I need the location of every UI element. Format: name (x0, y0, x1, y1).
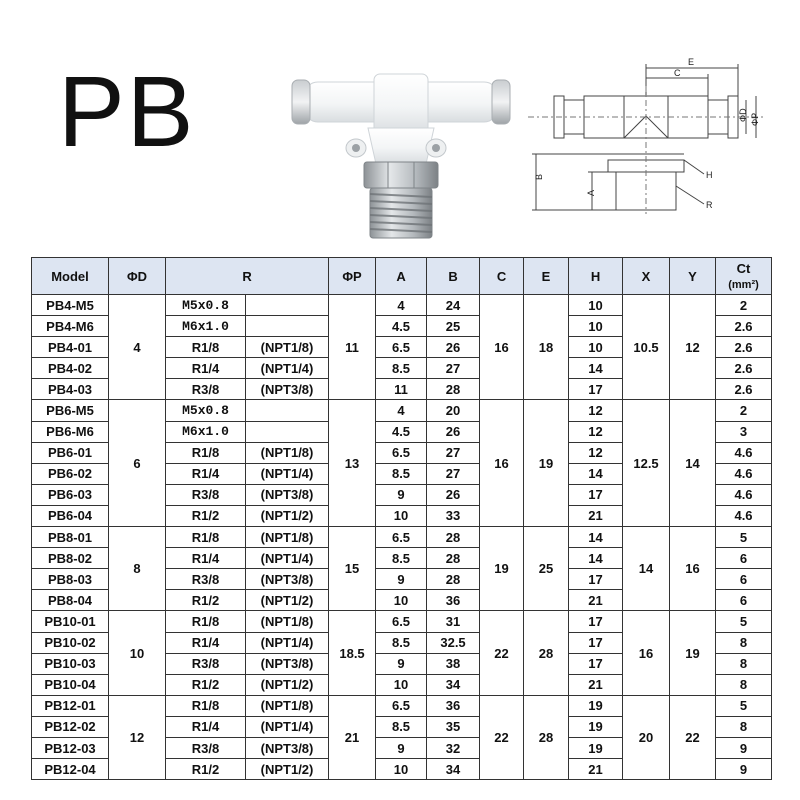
cell-ct: 8 (716, 653, 772, 674)
cell-model: PB10-04 (32, 674, 109, 695)
cell-npt: (NPT1/8) (246, 442, 329, 463)
cell-a: 6.5 (376, 611, 427, 632)
cell-npt: (NPT3/8) (246, 653, 329, 674)
cell-a: 4.5 (376, 316, 427, 337)
cell-r: R1/8 (166, 695, 246, 716)
cell-model: PB8-04 (32, 590, 109, 611)
cell-h: 10 (569, 295, 623, 316)
cell-a: 4 (376, 295, 427, 316)
label-e: E (688, 57, 695, 67)
cell-h: 14 (569, 527, 623, 548)
cell-c: 16 (480, 400, 524, 527)
cell-r: R3/8 (166, 379, 246, 400)
cell-model: PB10-02 (32, 632, 109, 653)
table-row (32, 695, 772, 716)
cell-b: 28 (427, 569, 480, 590)
cell-a: 10 (376, 505, 427, 526)
cell-npt: (NPT3/8) (246, 569, 329, 590)
cell-phi-p: 21 (329, 695, 376, 779)
cell-ct: 5 (716, 611, 772, 632)
cell-ct: 9 (716, 759, 772, 780)
cell-npt: (NPT1/2) (246, 674, 329, 695)
cell-a: 4 (376, 400, 427, 421)
cell-npt: (NPT1/4) (246, 548, 329, 569)
dimension-drawing (528, 56, 764, 216)
cell-npt: (NPT3/8) (246, 484, 329, 505)
cell-npt: (NPT1/8) (246, 611, 329, 632)
cell-b: 26 (427, 484, 480, 505)
label-r: R (706, 200, 713, 210)
cell-r: R1/2 (166, 759, 246, 780)
cell-r: R1/4 (166, 463, 246, 484)
cell-model: PB12-04 (32, 759, 109, 780)
cell-a: 8.5 (376, 548, 427, 569)
cell-model: PB4-03 (32, 379, 109, 400)
cell-npt: (NPT1/8) (246, 337, 329, 358)
cell-ct: 6 (716, 590, 772, 611)
header-phi-d: ΦD (109, 258, 166, 295)
cell-h: 21 (569, 505, 623, 526)
cell-phi-d: 8 (109, 527, 166, 611)
cell-npt: (NPT3/8) (246, 737, 329, 758)
cell-ct: 2.6 (716, 316, 772, 337)
cell-b: 27 (427, 463, 480, 484)
cell-e: 19 (524, 400, 569, 527)
label-phi-p: ΦP (750, 112, 760, 126)
cell-h: 17 (569, 569, 623, 590)
cell-e: 28 (524, 611, 569, 695)
table-header-row (32, 258, 772, 295)
cell-ct: 5 (716, 527, 772, 548)
cell-npt: (NPT1/4) (246, 632, 329, 653)
cell-b: 33 (427, 505, 480, 526)
cell-a: 9 (376, 484, 427, 505)
table-row (32, 295, 772, 316)
cell-x: 16 (623, 611, 670, 695)
cell-npt: (NPT1/2) (246, 590, 329, 611)
cell-a: 10 (376, 674, 427, 695)
cell-r: R1/4 (166, 358, 246, 379)
cell-model: PB10-01 (32, 611, 109, 632)
cell-x: 20 (623, 695, 670, 779)
header-x: X (623, 258, 670, 295)
cell-c: 22 (480, 611, 524, 695)
product-title: PB (58, 56, 196, 168)
cell-h: 14 (569, 463, 623, 484)
cell-model: PB12-02 (32, 716, 109, 737)
cell-model: PB8-03 (32, 569, 109, 590)
label-b: B (534, 173, 544, 180)
cell-ct: 6 (716, 548, 772, 569)
cell-h: 17 (569, 484, 623, 505)
cell-a: 8.5 (376, 632, 427, 653)
cell-model: PB12-01 (32, 695, 109, 716)
cell-r: R1/8 (166, 527, 246, 548)
cell-model: PB6-01 (32, 442, 109, 463)
cell-model: PB4-M6 (32, 316, 109, 337)
cell-npt (246, 421, 329, 442)
cell-h: 19 (569, 737, 623, 758)
header-b: B (427, 258, 480, 295)
cell-model: PB6-02 (32, 463, 109, 484)
cell-b: 38 (427, 653, 480, 674)
cell-phi-p: 18.5 (329, 611, 376, 695)
cell-npt: (NPT1/8) (246, 527, 329, 548)
cell-b: 32 (427, 737, 480, 758)
cell-y: 19 (670, 611, 716, 695)
cell-a: 9 (376, 737, 427, 758)
cell-h: 21 (569, 674, 623, 695)
cell-h: 17 (569, 653, 623, 674)
cell-h: 21 (569, 759, 623, 780)
cell-x: 12.5 (623, 400, 670, 527)
cell-a: 6.5 (376, 337, 427, 358)
cell-r: R1/4 (166, 716, 246, 737)
cell-ct: 9 (716, 737, 772, 758)
cell-a: 8.5 (376, 463, 427, 484)
cell-r: R1/2 (166, 590, 246, 611)
cell-ct: 3 (716, 421, 772, 442)
cell-ct: 2.6 (716, 358, 772, 379)
cell-a: 4.5 (376, 421, 427, 442)
cell-npt: (NPT1/2) (246, 505, 329, 526)
table-row (32, 527, 772, 548)
cell-b: 28 (427, 527, 480, 548)
cell-b: 26 (427, 421, 480, 442)
cell-a: 8.5 (376, 358, 427, 379)
label-c: C (674, 68, 681, 78)
cell-ct: 4.6 (716, 442, 772, 463)
cell-r: R3/8 (166, 737, 246, 758)
cell-r: R3/8 (166, 569, 246, 590)
cell-b: 27 (427, 442, 480, 463)
cell-a: 8.5 (376, 716, 427, 737)
cell-a: 11 (376, 379, 427, 400)
cell-c: 16 (480, 295, 524, 400)
cell-model: PB4-02 (32, 358, 109, 379)
cell-h: 17 (569, 632, 623, 653)
cell-r: M5x0.8 (166, 295, 246, 316)
cell-h: 12 (569, 421, 623, 442)
cell-y: 16 (670, 527, 716, 611)
cell-model: PB8-01 (32, 527, 109, 548)
cell-x: 14 (623, 527, 670, 611)
cell-r: R1/8 (166, 611, 246, 632)
cell-ct: 4.6 (716, 463, 772, 484)
cell-npt (246, 400, 329, 421)
cell-r: R3/8 (166, 653, 246, 674)
cell-phi-p: 15 (329, 527, 376, 611)
cell-r: M6x1.0 (166, 421, 246, 442)
cell-npt (246, 295, 329, 316)
cell-y: 14 (670, 400, 716, 527)
spec-table-body (32, 295, 772, 780)
cell-ct: 5 (716, 695, 772, 716)
cell-model: PB10-03 (32, 653, 109, 674)
cell-npt: (NPT1/4) (246, 716, 329, 737)
cell-y: 22 (670, 695, 716, 779)
cell-e: 18 (524, 295, 569, 400)
cell-h: 17 (569, 611, 623, 632)
cell-c: 19 (480, 527, 524, 611)
cell-model: PB6-03 (32, 484, 109, 505)
cell-model: PB4-01 (32, 337, 109, 358)
header-c: C (480, 258, 524, 295)
cell-phi-d: 12 (109, 695, 166, 779)
cell-r: R1/8 (166, 337, 246, 358)
cell-ct: 2.6 (716, 379, 772, 400)
cell-npt: (NPT1/8) (246, 695, 329, 716)
cell-h: 14 (569, 358, 623, 379)
cell-r: R1/2 (166, 505, 246, 526)
cell-a: 9 (376, 653, 427, 674)
header-h: H (569, 258, 623, 295)
cell-b: 34 (427, 674, 480, 695)
cell-b: 31 (427, 611, 480, 632)
cell-h: 19 (569, 716, 623, 737)
cell-b: 28 (427, 379, 480, 400)
cell-b: 36 (427, 590, 480, 611)
cell-b: 34 (427, 759, 480, 780)
header-phi-p: ΦP (329, 258, 376, 295)
cell-npt: (NPT1/2) (246, 759, 329, 780)
cell-ct: 2.6 (716, 337, 772, 358)
header-model: Model (32, 258, 109, 295)
cell-ct: 8 (716, 674, 772, 695)
cell-r: M6x1.0 (166, 316, 246, 337)
header-ct-unit: (mm²) (728, 279, 759, 291)
cell-a: 9 (376, 569, 427, 590)
cell-model: PB6-M6 (32, 421, 109, 442)
cell-h: 10 (569, 337, 623, 358)
cell-b: 26 (427, 337, 480, 358)
cell-r: R1/8 (166, 442, 246, 463)
spec-table (31, 257, 772, 780)
cell-y: 12 (670, 295, 716, 400)
header-ct (716, 258, 772, 295)
fitting-photo-image (290, 68, 512, 244)
cell-h: 17 (569, 379, 623, 400)
table-row (32, 611, 772, 632)
cell-phi-p: 13 (329, 400, 376, 527)
cell-a: 10 (376, 759, 427, 780)
cell-h: 21 (569, 590, 623, 611)
cell-h: 10 (569, 316, 623, 337)
cell-phi-p: 11 (329, 295, 376, 400)
cell-ct: 2 (716, 295, 772, 316)
header-y: Y (670, 258, 716, 295)
cell-ct: 4.6 (716, 484, 772, 505)
cell-model: PB4-M5 (32, 295, 109, 316)
cell-h: 19 (569, 695, 623, 716)
cell-a: 10 (376, 590, 427, 611)
cell-phi-d: 4 (109, 295, 166, 400)
cell-b: 27 (427, 358, 480, 379)
cell-ct: 6 (716, 569, 772, 590)
cell-b: 35 (427, 716, 480, 737)
cell-phi-d: 6 (109, 400, 166, 527)
cell-phi-d: 10 (109, 611, 166, 695)
header-e: E (524, 258, 569, 295)
cell-b: 32.5 (427, 632, 480, 653)
cell-model: PB6-M5 (32, 400, 109, 421)
cell-b: 28 (427, 548, 480, 569)
header-ct-label: Ct (736, 261, 751, 276)
cell-r: R1/2 (166, 674, 246, 695)
cell-ct: 8 (716, 632, 772, 653)
header-r: R (166, 258, 329, 295)
cell-ct: 2 (716, 400, 772, 421)
cell-model: PB12-03 (32, 737, 109, 758)
cell-npt (246, 316, 329, 337)
cell-a: 6.5 (376, 442, 427, 463)
cell-r: M5x0.8 (166, 400, 246, 421)
cell-a: 6.5 (376, 527, 427, 548)
cell-e: 25 (524, 527, 569, 611)
cell-e: 28 (524, 695, 569, 779)
cell-npt: (NPT1/4) (246, 358, 329, 379)
cell-model: PB8-02 (32, 548, 109, 569)
cell-ct: 8 (716, 716, 772, 737)
cell-b: 25 (427, 316, 480, 337)
cell-h: 12 (569, 442, 623, 463)
cell-h: 12 (569, 400, 623, 421)
cell-b: 36 (427, 695, 480, 716)
label-phi-d: ΦD (738, 108, 748, 122)
cell-h: 14 (569, 548, 623, 569)
cell-a: 6.5 (376, 695, 427, 716)
header-a: A (376, 258, 427, 295)
cell-b: 20 (427, 400, 480, 421)
cell-b: 24 (427, 295, 480, 316)
label-h: H (706, 170, 713, 180)
cell-r: R1/4 (166, 548, 246, 569)
table-row (32, 400, 772, 421)
cell-r: R1/4 (166, 632, 246, 653)
label-a: A (586, 189, 596, 196)
cell-npt: (NPT3/8) (246, 379, 329, 400)
cell-c: 22 (480, 695, 524, 779)
cell-x: 10.5 (623, 295, 670, 400)
cell-npt: (NPT1/4) (246, 463, 329, 484)
cell-r: R3/8 (166, 484, 246, 505)
cell-ct: 4.6 (716, 505, 772, 526)
cell-model: PB6-04 (32, 505, 109, 526)
